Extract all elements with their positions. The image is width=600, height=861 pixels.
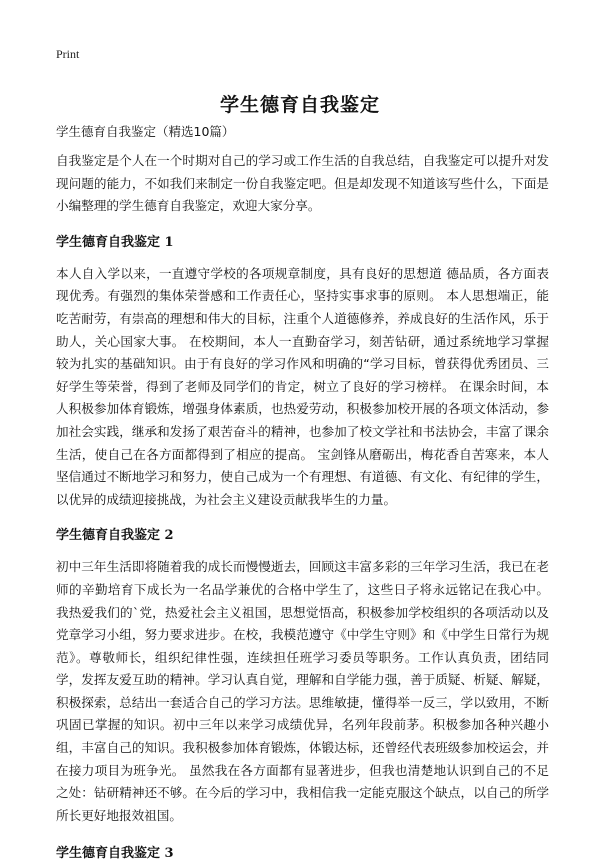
intro-paragraph: 自我鉴定是个人在一个时期对自己的学习或工作生活的自我总结，自我鉴定可以提升对发现问题的能力，不如我们来制定一份自我鉴定吧。但是却发现不知道该写些什么，下面是小编整理的学生德育自我鉴定，欢迎大家分享。 xyxy=(56,153,549,214)
document-subtitle: 学生德育自我鉴定（精选10篇） xyxy=(56,124,235,139)
section-heading-1: 学生德育自我鉴定 1 xyxy=(56,234,174,250)
document-content xyxy=(56,150,549,861)
section-body-1: 本人自入学以来，一直遵守学校的各项规章制度，具有良好的思想道 德品质，各方面表现优秀。有强烈的集体荣誉感和工作责任心，坚持实事求事的原则。 本人思想端正，能吃苦耐劳，有崇高的理想和伟大的目标，注重个人道德修养，养成良好的生活作风，乐于助人，关心国家大事。 在校期间，本人一直勤奋学习，刻苦钻研，通过系统地学习掌握较为扎实的基础知识。由于有良好的学习作风和明确的“学习目标，曾获得优秀团员、三好学生等荣誉，得到了老师及同学们的肯定，树立了良好的学习榜样。 在课余时间，本人积极参加体育锻炼，增强身体素质，也热爱劳动，积极参加校开展的各项文体活动，参加社会实践，继承和发扬了艰苦奋斗的精神，也参加了校文学社和书法协会，丰富了课余生活，使自己在各方面都得到了相应的提高。 宝剑锋从磨砺出，梅花香自苦寒来，本人坚信通过不断地学习和努力，使自己成为一个有理想、有道德、有文化、有纪律的学生，以优异的成绩迎接挑战，为社会主义建设贡献我毕生的力量。 xyxy=(56,265,549,507)
print-link[interactable]: Print xyxy=(56,47,80,61)
page-title: 学生德育自我鉴定 xyxy=(219,93,380,116)
section-heading-2: 学生德育自我鉴定 2 xyxy=(56,528,174,544)
section-body-2: 初中三年生活即将随着我的成长而慢慢逝去，回顾这丰富多彩的三年学习生活，我已在老师的辛勤培育下成长为一名品学兼优的合格中学生了，这些日子将永远铭记在我心中。 我热爱我们的`党，热爱社会主义祖国，思想觉悟高，积极参加学校组织的各项活动以及党章学习小组，努力要求进步。在校，我模范遵守《中学生守则》和《中学生日常行为规范》。尊敬师长，组织纪律性强，连续担任班学习委员等职务。工作认真负责，团结同学，发挥友爱互助的精神。学习认真自觉，理解和自学能力强，善于质疑、析疑、解疑，积极探索，总结出一套适合自己的学习方法。思维敏捷，懂得举一反三，学以致用，不断巩固已掌握的知识。初中三年以来学习成绩优异，名列年段前茅。积极参加各种兴趣小组，丰富自己的知识。我积极参加体育锻炼，体锻达标，还曾经代表班级参加校运会，并在接力项目为班争光。 虽然我在各方面都有显著进步，但我也清楚地认识到自己的不足之处：钻研精神还不够。在今后的学习中，我相信我一定能克服这个缺点，以自己的所学所长更好地报效祖国。 xyxy=(56,559,549,823)
section-heading-3: 学生德育自我鉴定 3 xyxy=(56,846,174,861)
